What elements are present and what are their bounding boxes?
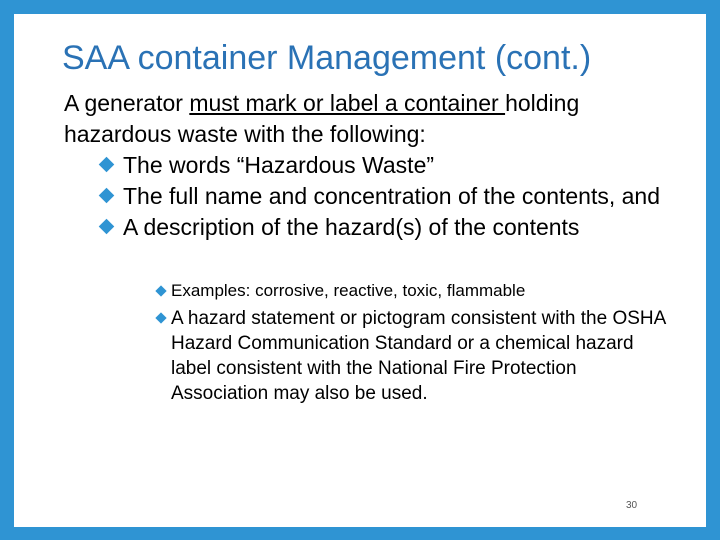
bullet-text: A description of the hazard(s) of the contents <box>123 214 580 240</box>
diamond-bullet-icon <box>99 219 115 235</box>
sub-bullet-text: Examples: corrosive, reactive, toxic, flammable <box>171 281 526 300</box>
bullet-text: The full name and concentration of the contents, and <box>123 183 661 209</box>
bullet-text: The words “Hazardous Waste” <box>123 152 435 178</box>
bullet-list <box>98 150 688 243</box>
diamond-bullet-icon <box>155 312 166 323</box>
bullet-item <box>98 212 688 243</box>
bullet-item <box>98 150 688 181</box>
sub-bullet-item <box>154 279 674 303</box>
bullet-item <box>98 181 688 212</box>
slide <box>14 14 706 527</box>
slide-title: SAA container Management (cont.) <box>62 39 592 77</box>
page-number: 30 <box>626 500 638 511</box>
intro-text-underlined: must mark or label a container <box>189 90 506 116</box>
diamond-bullet-icon <box>155 285 166 296</box>
intro-text-before: A generator <box>64 90 190 116</box>
diamond-bullet-icon <box>99 188 115 204</box>
diamond-bullet-icon <box>99 157 115 173</box>
sub-bullet-text: A hazard statement or pictogram consistent with the OSHA Hazard Communication Standard or a chemical hazard label consistent with the National Fire Protection Association may also be used. <box>171 308 666 404</box>
intro-text-after: holding hazardous waste with the following: <box>64 90 580 147</box>
intro-paragraph <box>64 88 684 150</box>
sub-bullet-list <box>154 279 674 406</box>
sub-bullet-item <box>154 306 674 406</box>
